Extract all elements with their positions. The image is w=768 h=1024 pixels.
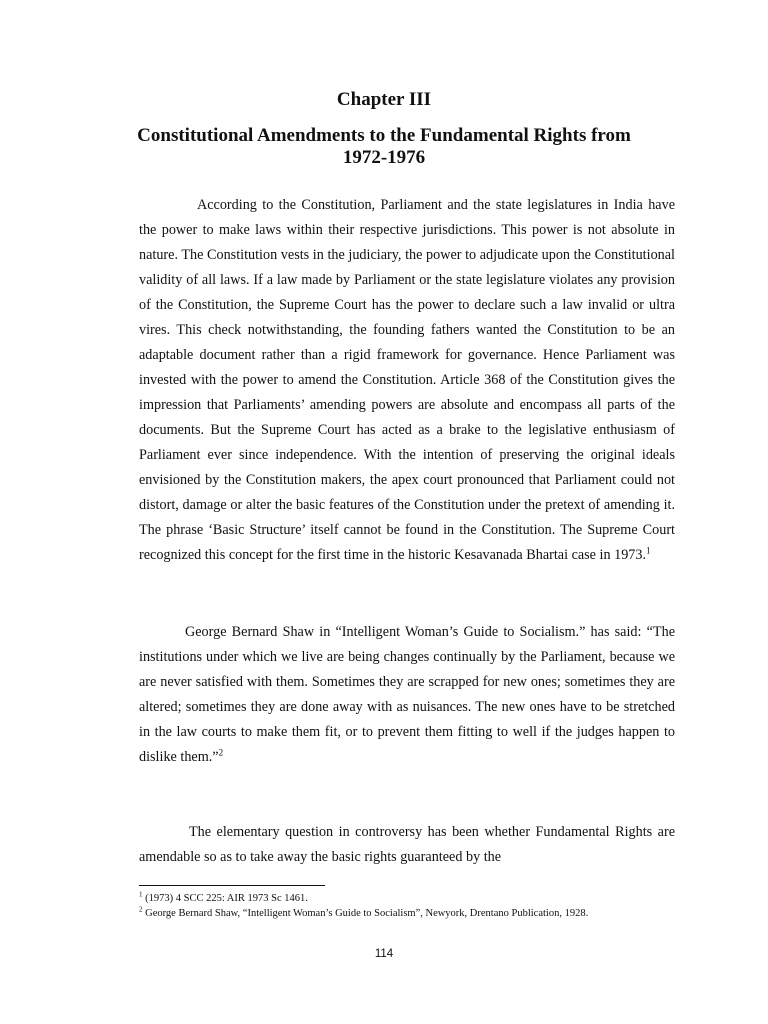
body-paragraph-2 [139, 620, 675, 770]
footnote-1 [139, 892, 675, 906]
footnotes [139, 892, 675, 922]
footnote-2 [139, 907, 675, 921]
page-number: 114 [374, 948, 394, 960]
footnote-text-2: George Bernard Shaw, “Intelligent Woman’s Guide to Socialism”, Newyork, Drentano Publication, 1928. [142, 908, 589, 919]
paragraph-1-text: According to the Constitution, Parliament and the state legislatures in India have the power to make laws within their respective jurisdictions. This power is not absolute in nature. The Constitution vests in the judiciary, the power to adjudicate upon the Constitutional validity of all laws. If a law made by Parliament or the state legislature violates any provision of the Constitution, the Supreme Court has the power to declare such a law invalid or ultra vires. This check notwithstanding, the founding fathers wanted the Constitution to be an adaptable document rather than a rigid framework for governance. Hence Parliament was invested with the power to amend the Constitution. Article 368 of the Constitution gives the impression that Parliaments’ amending powers are absolute and encompass all parts of the documents. But the Supreme Court has acted as a brake to the legislative enthusiasm of Parliament ever since independence. With the intention of preserving the original ideals envisioned by the Constitution makers, the apex court pronounced that Parliament could not distort, damage or alter the basic features of the Constitution under the pretext of amending it. The phrase ‘Basic Structure’ itself cannot be found in the Constitution. The Supreme Court recognized this concept for the first time in the historic Kesavanada Bhartai case in 1973. [139, 197, 675, 563]
footnote-ref-1: 1 [646, 545, 651, 556]
footnote-marker-2: 2 [139, 905, 143, 914]
footnote-text-1: (1973) 4 SCC 225: AIR 1973 Sc 1461. [142, 893, 308, 904]
footnote-marker-1: 1 [139, 890, 143, 899]
chapter-title: Constitutional Amendments to the Fundamental Rights from 1972-1976 [137, 125, 631, 168]
footnote-ref-2: 2 [218, 747, 224, 758]
body-paragraph-1 [139, 193, 675, 568]
chapter-label: Chapter III [336, 89, 432, 110]
paragraph-2-text: George Bernard Shaw in “Intelligent Woman’s Guide to Socialism.” has said: “The institutions under which we live are being changes continually by the Parliament, because we are never satisfied with them. Sometimes they are scrapped for new ones; sometimes they are altered; sometimes they are done away with as nuisances. The new ones have to be stretched in the law courts to make them fit, or to prevent them fitting to well if the judges happen to dislike them.” [139, 624, 675, 765]
footnote-divider [139, 885, 325, 886]
body-paragraph-3 [139, 820, 675, 870]
paragraph-3-text: The elementary question in controversy has been whether Fundamental Rights are amendable so as to take away the basic rights guaranteed by the [139, 824, 675, 865]
